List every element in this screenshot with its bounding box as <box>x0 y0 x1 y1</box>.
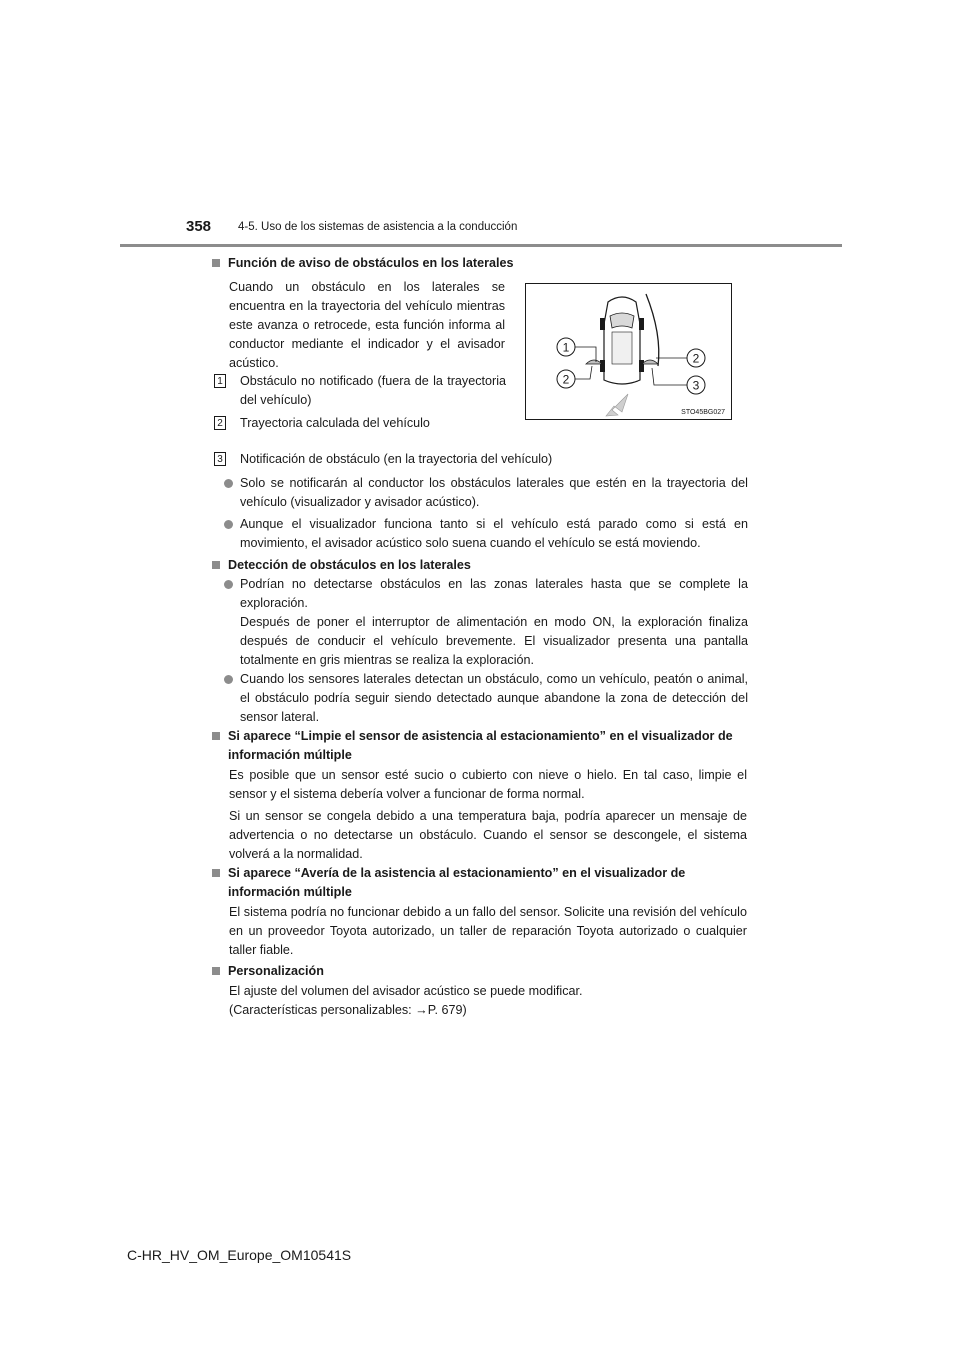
callout-1-label: 1 <box>562 340 570 355</box>
callout-number-1-icon: 1 <box>214 374 226 388</box>
section-heading-side-detection: Detección de obstáculos en los laterales <box>212 556 748 575</box>
section-heading-parking-assist-failure: Si aparece “Avería de la asistencia al estacionamiento” en el visualizador de información múltiple <box>212 864 748 902</box>
square-bullet-icon <box>212 732 220 740</box>
round-bullet-icon <box>224 520 233 529</box>
page-number: 358 <box>186 218 212 235</box>
wheel-icon <box>600 318 605 330</box>
square-bullet-icon <box>212 869 220 877</box>
callout-2b-label: 2 <box>692 351 700 366</box>
footer-doc-id: C-HR_HV_OM_Europe_OM10541S <box>127 1247 352 1263</box>
left-sensor-icon <box>586 360 602 364</box>
trajectory-line <box>646 294 659 366</box>
callout-2a-leader <box>575 366 592 379</box>
clean-sensor-paragraph-1: Es posible que un sensor esté sucio o cubierto con nieve o hielo. En tal caso, limpie el sensor y el sistema debería volver a funcionar de forma normal. <box>229 768 747 801</box>
callout-3-label: 3 <box>692 378 700 393</box>
diagram-illustration <box>526 284 733 421</box>
bullet-item: Cuando los sensores laterales detectan un obstáculo, como un vehículo, peatón o animal, el obstáculo podría seguir siendo detectado aunque abandone la zona de detección del sensor lateral. <box>224 670 748 727</box>
callout-number-3-icon: 3 <box>214 452 226 466</box>
bullet-item: Podrían no detectarse obstáculos en las zonas laterales hasta que se complete la exploración. <box>224 575 748 613</box>
round-bullet-icon <box>224 479 233 488</box>
bullet-item: Solo se notificarán al conductor los obstáculos laterales que estén en la trayectoria del vehículo (visualizador y avisador acústico). <box>224 474 748 512</box>
callout-item-1: 1 Obstáculo no notificado (fuera de la trayectoria del vehículo) <box>214 372 506 410</box>
figure-code: STO45BG027 <box>681 409 725 416</box>
round-bullet-icon <box>224 675 233 684</box>
section-heading-customization: Personalización <box>212 962 748 981</box>
wheel-icon <box>639 360 644 372</box>
right-sensor-icon <box>642 360 658 364</box>
bullet-item: Aunque el visualizador funciona tanto si el vehículo está parado como si está en movimiento, el avisador acústico solo suena cuando el vehículo se está moviendo. <box>224 515 748 553</box>
failure-paragraph: El sistema podría no funcionar debido a un fallo del sensor. Solicite una revisión del vehículo en un proveedor Toyota autorizado, un taller de reparación Toyota autorizado o cualquier taller fiable. <box>229 905 747 957</box>
square-bullet-icon <box>212 967 220 975</box>
round-bullet-icon <box>224 580 233 589</box>
car-roof-icon <box>612 332 632 364</box>
callout-3-leader <box>652 368 687 385</box>
callout-item-2: 2 Trayectoria calculada del vehículo <box>214 414 506 433</box>
callout-item-3: 3 Notificación de obstáculo (en la trayectoria del vehículo) <box>214 450 754 469</box>
intro-paragraph: Cuando un obstáculo en los laterales se encuentra en la trayectoria del vehículo mientras este avanza o retrocede, esta función informa al conductor mediante el indicador y el avisador acústico. <box>229 280 505 370</box>
callout-number-2-icon: 2 <box>214 416 226 430</box>
customization-line-1: El ajuste del volumen del avisador acústico se puede modificar. <box>229 984 583 998</box>
wheel-icon <box>600 360 605 372</box>
square-bullet-icon <box>212 561 220 569</box>
side-obstacle-diagram <box>525 283 732 420</box>
reverse-arrow-icon <box>606 394 628 416</box>
bullet-continuation: Después de poner el interruptor de alimentación en modo ON, la exploración finaliza después de conducir el vehículo brevemente. El visualizador presenta una pantalla totalmente en gris mientras se realiza la exploración. <box>240 615 748 667</box>
chapter-title: 4-5. Uso de los sistemas de asistencia a la conducción <box>238 221 518 233</box>
wheel-icon <box>639 318 644 330</box>
clean-sensor-paragraph-2: Si un sensor se congela debido a una temperatura baja, podría aparecer un mensaje de advertencia o no detectarse un obstáculo. Cuando el sensor se descongele, el sistema volverá a la normalidad. <box>229 809 747 861</box>
section-heading-clean-sensor: Si aparece “Limpie el sensor de asistencia al estacionamiento” en el visualizador de información múltiple <box>212 727 748 765</box>
square-bullet-icon <box>212 259 220 267</box>
callout-2a-label: 2 <box>562 372 570 387</box>
car-windshield-icon <box>610 313 634 328</box>
section-heading-side-obstacle-warning: Función de aviso de obstáculos en los laterales <box>212 254 748 273</box>
customization-line-2: (Características personalizables: →P. 679) <box>229 1003 467 1017</box>
